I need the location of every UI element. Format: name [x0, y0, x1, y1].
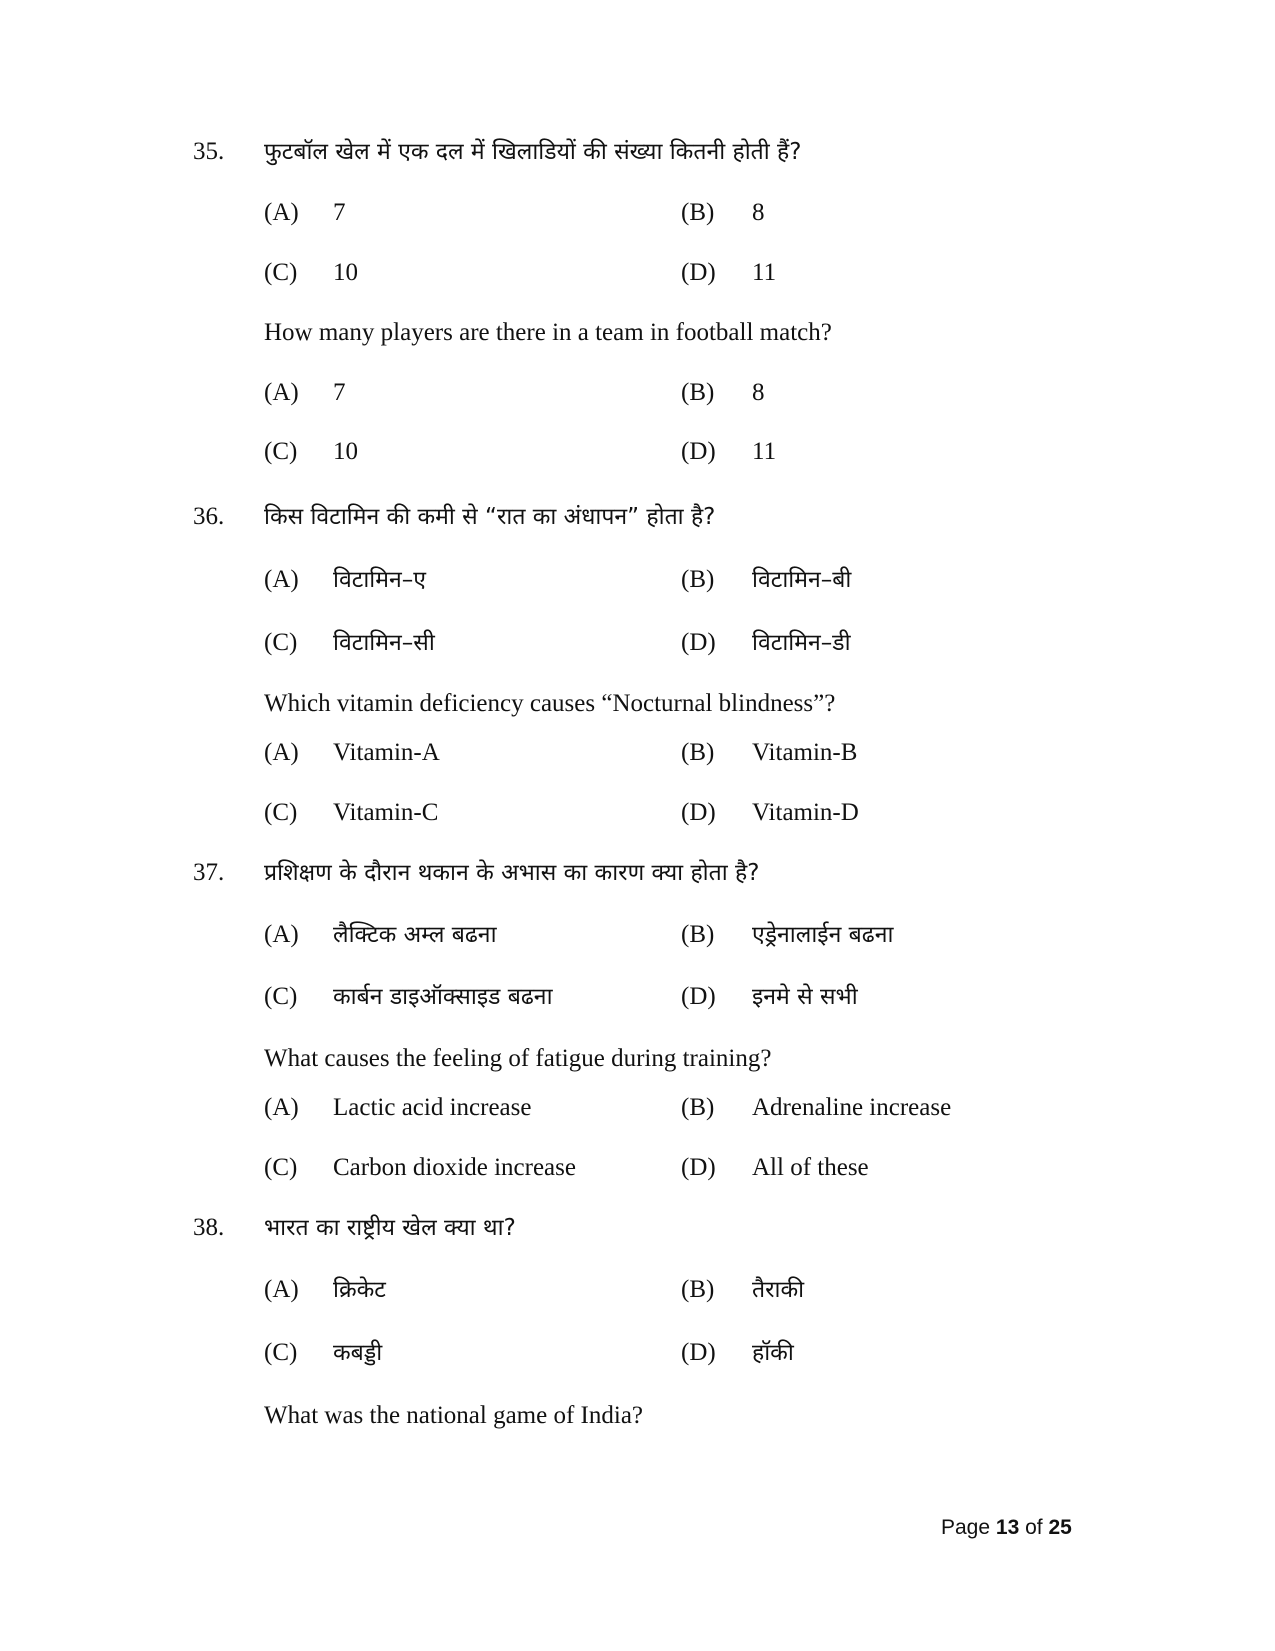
- option-label: (C): [264, 1154, 298, 1181]
- option-text: क्रिकेट: [333, 1277, 386, 1303]
- option-label: (B): [681, 566, 715, 593]
- footer-prefix: Page: [941, 1516, 996, 1539]
- option-label: (C): [264, 259, 298, 286]
- option-text: Lactic acid increase: [333, 1094, 532, 1121]
- option-label: (D): [681, 1339, 716, 1366]
- option-text: 8: [752, 379, 765, 406]
- option-label: (D): [681, 438, 716, 465]
- question-text-hindi: किस विटामिन की कमी से “रात का अंधापन” होता है?: [264, 504, 716, 530]
- option-label: (C): [264, 629, 298, 656]
- page-number-footer: [941, 1515, 1072, 1541]
- option-text: Vitamin-D: [752, 799, 859, 826]
- option-text: 7: [333, 199, 346, 226]
- option-text: कबड्डी: [333, 1340, 383, 1366]
- question-text-english: What causes the feeling of fatigue during training?: [264, 1045, 772, 1072]
- option-label: (A): [264, 199, 299, 226]
- option-text: 11: [752, 438, 777, 465]
- option-text: Vitamin-A: [333, 739, 440, 766]
- option-text: Adrenaline increase: [752, 1094, 952, 1121]
- option-label: (B): [681, 921, 715, 948]
- option-label: (D): [681, 799, 716, 826]
- option-text: 11: [752, 259, 777, 286]
- option-text: 10: [333, 438, 358, 465]
- option-text: एड्रेनालाईन बढना: [752, 922, 894, 948]
- option-text: विटामिन–सी: [333, 630, 435, 656]
- question-text-english: Which vitamin deficiency causes “Nocturnal blindness”?: [264, 690, 836, 717]
- option-label: (A): [264, 566, 299, 593]
- footer-middle: of: [1019, 1516, 1049, 1539]
- question-text-english: What was the national game of India?: [264, 1402, 644, 1429]
- option-text: हॉकी: [752, 1340, 794, 1366]
- question-text-hindi: फुटबॉल खेल में एक दल में खिलाडियों की संख्या कितनी होती हैं?: [264, 139, 802, 165]
- option-text: 8: [752, 199, 765, 226]
- option-label: (D): [681, 983, 716, 1010]
- option-label: (D): [681, 259, 716, 286]
- option-text: 7: [333, 379, 346, 406]
- option-label: (B): [681, 199, 715, 226]
- option-label: (A): [264, 1276, 299, 1303]
- option-label: (D): [681, 629, 716, 656]
- question-text-hindi: भारत का राष्ट्रीय खेल क्या था?: [264, 1215, 516, 1241]
- option-text: 10: [333, 259, 358, 286]
- option-text: विटामिन–बी: [752, 567, 852, 593]
- option-label: (C): [264, 438, 298, 465]
- option-text: Vitamin-B: [752, 739, 858, 766]
- question-number: 36.: [193, 503, 225, 530]
- option-label: (B): [681, 1276, 715, 1303]
- option-label: (B): [681, 739, 715, 766]
- option-label: (B): [681, 1094, 715, 1121]
- question-text-english: How many players are there in a team in football match?: [264, 319, 832, 346]
- option-text: All of these: [752, 1154, 869, 1181]
- option-label: (C): [264, 983, 298, 1010]
- option-text: कार्बन डाइऑक्साइड बढना: [333, 984, 553, 1010]
- option-text: Vitamin-C: [333, 799, 439, 826]
- option-text: Carbon dioxide increase: [333, 1154, 576, 1181]
- current-page-number: 13: [995, 1516, 1020, 1539]
- option-label: (A): [264, 1094, 299, 1121]
- question-text-hindi: प्रशिक्षण के दौरान थकान के अभास का कारण क्या होता है?: [264, 860, 760, 886]
- option-label: (A): [264, 921, 299, 948]
- option-text: लैक्टिक अम्ल बढना: [333, 922, 497, 948]
- option-label: (A): [264, 739, 299, 766]
- option-label: (C): [264, 1339, 298, 1366]
- option-label: (A): [264, 379, 299, 406]
- total-page-count: 25: [1048, 1516, 1072, 1539]
- option-label: (D): [681, 1154, 716, 1181]
- option-text: विटामिन–डी: [752, 630, 851, 656]
- option-text: तैराकी: [752, 1277, 805, 1303]
- option-text: इनमे से सभी: [752, 984, 858, 1010]
- option-label: (B): [681, 379, 715, 406]
- question-number: 37.: [193, 859, 225, 886]
- option-label: (C): [264, 799, 298, 826]
- question-number: 38.: [193, 1214, 225, 1241]
- question-number: 35.: [193, 138, 225, 165]
- option-text: विटामिन–ए: [333, 567, 426, 593]
